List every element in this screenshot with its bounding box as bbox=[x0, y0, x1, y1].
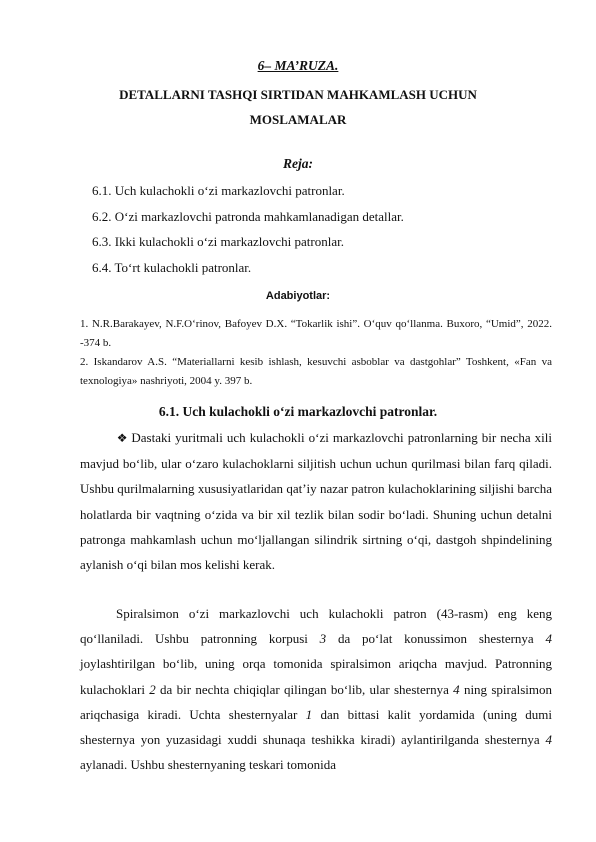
text-run: ning spiralsimon ariqchasiga kiradi. Uchta shesternyalar bbox=[80, 681, 553, 722]
section-heading: 6.1. Uch kulachokli o‘zi markazlovchi patronlar. bbox=[158, 404, 438, 419]
text-run: joylashtirilgan bo‘lib, uning orqa tomonida spiralsimon ariqcha mavjud. Patronning kulachoklari bbox=[80, 656, 552, 697]
part-number: 3 bbox=[319, 631, 327, 647]
part-number: 2 bbox=[149, 681, 156, 697]
reference-item: 2. Iskandarov A.S. “Materiallarni kesib ishlash, kesuvchi asboblar va dastgohlar” Toshkent, «Fan va texnologiya» nashriyoti, 2004 y. 397 b. bbox=[80, 356, 552, 387]
plan-item: 6.1. Uch kulachokli o‘zi markazlovchi patronlar. bbox=[92, 183, 345, 198]
diamond-bullet-icon: ❖ bbox=[116, 431, 129, 445]
title-line-2: MOSLAMALAR bbox=[249, 112, 347, 127]
text-run: dan bittasi kalit yordamida (uning dumi shesternya yon yuzasidagi xuddi shunaqa teshikka kiradi) aylantirilganda shesternya bbox=[80, 706, 552, 748]
plan-item: 6.3. Ikki kulachokli o‘zi markazlovchi patronlar. bbox=[92, 234, 344, 249]
text-run: aylanadi. Ushbu shesternyaning teskari tomonida bbox=[80, 757, 336, 773]
text-run: Spiralsimon o‘zi markazlovchi uch kulachokli patron (43-rasm) eng keng qo‘llaniladi. Ushbu patronning korpusi bbox=[80, 606, 552, 647]
paragraph-1 bbox=[80, 425, 552, 577]
part-number: 4 bbox=[545, 631, 552, 647]
part-number: 4 bbox=[453, 681, 460, 697]
paragraph-2 bbox=[80, 601, 552, 777]
part-number: 1 bbox=[305, 706, 313, 722]
paragraph-1-text: Dastaki yuritmali uch kulachokli o‘zi markazlovchi patronlarning bir necha xili mavjud bo‘lib, ular o‘zaro kulachoklarni siljitish uchun uchun qurilmasi bilan farq qiladi. Ushbu qurilmalarning xususiyatlaridan qat’iy nazar patron kulachoklarining siljishi barcha holatlarda bir vaqtning o‘zida va bir xil tezlik bilan sodir bo‘ladi. Shuning uchun detalni patronga mahkamlash uchun mo‘ljallangan silindrik sirtning o‘qi, dastgoh shpindelining aylanish o‘qi bilan mos kelishi kerak. bbox=[80, 430, 552, 573]
lecture-number: 6– MA’RUZA. bbox=[257, 58, 339, 73]
document-title bbox=[90, 82, 506, 132]
reference-item: 1. N.R.Barakayev, N.F.O‘rinov, Bafoyev D.X. “Tokarlik ishi”. O‘quv qo‘llanma. Buxoro, “Umid”, 2022. -374 b. bbox=[80, 318, 552, 349]
title-line-1: DETALLARNI TASHQI SIRTIDAN MAHKAMLASH UCHUN bbox=[119, 87, 477, 102]
plan-item: 6.4. To‘rt kulachokli patronlar. bbox=[92, 259, 252, 275]
text-run: da po‘lat konussimon shesternya bbox=[326, 631, 546, 647]
text-run: da bir nechta chiqiqlar qilingan bo‘lib, ular shesternya bbox=[155, 681, 454, 697]
plan-title: Reja: bbox=[283, 156, 313, 171]
part-number: 4 bbox=[545, 732, 552, 748]
plan-item: 6.2. O‘zi markazlovchi patronda mahkamlanadigan detallar. bbox=[92, 208, 404, 224]
references-title: Adabiyotlar: bbox=[265, 290, 331, 302]
plan-list bbox=[92, 178, 404, 280]
